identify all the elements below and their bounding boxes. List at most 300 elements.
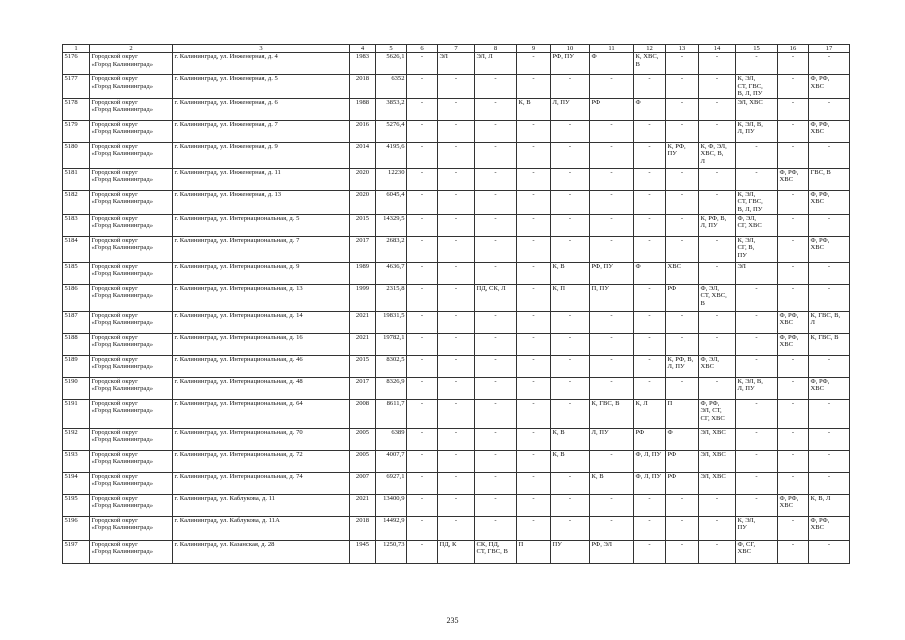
table-cell: К, В (551, 428, 590, 450)
table-cell: - (809, 472, 850, 494)
table-cell: 1945 (350, 540, 376, 563)
table-cell: - (475, 190, 517, 214)
table-cell: - (551, 333, 590, 355)
table-cell: Городской округ «Город Калининград» (90, 333, 173, 355)
table-cell: - (407, 190, 438, 214)
table-cell: - (438, 428, 475, 450)
table-cell: г. Калининград, ул. Инженерная, д. 5 (173, 75, 350, 99)
table-cell: К, ГВС, В (809, 333, 850, 355)
table-cell: 1989 (350, 262, 376, 284)
table-cell: Ф, РФ, ХВС (778, 494, 809, 516)
table-cell: Ф, РФ, ХВС (809, 190, 850, 214)
table-cell: - (590, 494, 634, 516)
table-cell: - (551, 214, 590, 236)
table-cell: - (699, 516, 736, 540)
table-cell: - (551, 311, 590, 333)
table-cell: - (634, 311, 666, 333)
table-row (63, 236, 850, 262)
table-cell: г. Калининград, ул. Интернациональная, д. 13 (173, 284, 350, 311)
table-cell: К, П (551, 284, 590, 311)
table-cell: - (551, 190, 590, 214)
table-cell: Ф (590, 53, 634, 75)
table-cell: - (699, 377, 736, 399)
table-cell: - (407, 355, 438, 377)
table-cell: - (438, 284, 475, 311)
table-cell: - (590, 120, 634, 142)
table-cell: - (634, 142, 666, 168)
table-cell: 2021 (350, 494, 376, 516)
table-cell: 2014 (350, 142, 376, 168)
table-cell: 2021 (350, 311, 376, 333)
column-number-cell: 12 (634, 45, 666, 53)
table-row (63, 311, 850, 333)
row-number-cell: 5182 (63, 190, 90, 214)
table-cell: - (590, 214, 634, 236)
table-cell: - (699, 333, 736, 355)
table-cell: - (634, 190, 666, 214)
row-number-cell: 5181 (63, 168, 90, 190)
column-number-header (63, 45, 850, 53)
table-cell: Ф, Л, ПУ (634, 450, 666, 472)
table-cell: - (778, 399, 809, 428)
table-row (63, 428, 850, 450)
table-cell: - (736, 494, 778, 516)
table-cell: - (778, 236, 809, 262)
row-number-cell: 5183 (63, 214, 90, 236)
table-cell: Городской округ «Город Калининград» (90, 214, 173, 236)
table-cell: - (407, 311, 438, 333)
table-cell: - (634, 75, 666, 99)
table-cell: - (517, 284, 551, 311)
table-cell: - (407, 53, 438, 75)
row-number-cell: 5187 (63, 311, 90, 333)
table-cell: 8611,7 (376, 399, 407, 428)
table-cell: - (407, 399, 438, 428)
table-row (63, 214, 850, 236)
table-row (63, 190, 850, 214)
table-row (63, 472, 850, 494)
table-cell: К, ГВС, В, Л (809, 311, 850, 333)
table-cell: Городской округ «Город Калининград» (90, 168, 173, 190)
column-number-cell: 11 (590, 45, 634, 53)
table-cell: - (517, 168, 551, 190)
table-row (63, 377, 850, 399)
table-cell: - (475, 494, 517, 516)
table-cell: РФ (634, 428, 666, 450)
table-cell: Ф, ЭЛ, СТ, ХВС, В (699, 284, 736, 311)
table-cell: Городской округ «Город Калининград» (90, 516, 173, 540)
table-cell: - (809, 450, 850, 472)
table-cell: - (590, 516, 634, 540)
table-row (63, 120, 850, 142)
table-cell: - (699, 311, 736, 333)
table-row (63, 516, 850, 540)
column-number-cell: 1 (63, 45, 90, 53)
table-cell: - (634, 377, 666, 399)
table-cell: г. Калининград, ул. Интернациональная, д. 7 (173, 236, 350, 262)
table-cell: - (666, 168, 699, 190)
table-cell: Л, ПУ (551, 98, 590, 120)
table-cell: К, ЭЛ, В, Л, ПУ (736, 377, 778, 399)
table-cell: - (634, 516, 666, 540)
table-cell: Городской округ «Город Калининград» (90, 284, 173, 311)
table-cell: - (699, 494, 736, 516)
table-row (63, 494, 850, 516)
row-number-cell: 5185 (63, 262, 90, 284)
column-number-cell: 10 (551, 45, 590, 53)
row-number-cell: 5196 (63, 516, 90, 540)
table-cell: Городской округ «Город Калининград» (90, 428, 173, 450)
table-row (63, 355, 850, 377)
table-cell: - (517, 190, 551, 214)
table-cell: - (475, 450, 517, 472)
table-cell: - (699, 168, 736, 190)
table-cell: К, ЭЛ, СГ, В, ПУ (736, 236, 778, 262)
table-cell: Ф, РФ, ХВС (778, 168, 809, 190)
table-cell: - (778, 53, 809, 75)
table-cell: - (438, 472, 475, 494)
table-cell: 2017 (350, 377, 376, 399)
row-number-cell: 5188 (63, 333, 90, 355)
table-cell: - (778, 355, 809, 377)
column-number-cell: 8 (475, 45, 517, 53)
row-number-cell: 5193 (63, 450, 90, 472)
table-cell: ЭЛ, ХВС (699, 428, 736, 450)
table-cell: - (551, 355, 590, 377)
table-cell: - (778, 190, 809, 214)
table-cell: г. Калининград, ул. Интернациональная, д. 14 (173, 311, 350, 333)
table-cell: - (438, 142, 475, 168)
column-number-cell: 6 (407, 45, 438, 53)
table-cell: 1999 (350, 284, 376, 311)
table-cell: 1988 (350, 98, 376, 120)
table-cell: г. Калининград, ул. Интернациональная, д. 16 (173, 333, 350, 355)
row-number-cell: 5192 (63, 428, 90, 450)
table-cell: Ф, ЭЛ, СГ, ХВС (736, 214, 778, 236)
table-cell: ЭЛ, ХВС (699, 472, 736, 494)
table-cell: Городской округ «Город Калининград» (90, 311, 173, 333)
table-cell: г. Калининград, ул. Инженерная, д. 9 (173, 142, 350, 168)
table-cell: РФ, ЭЛ (590, 540, 634, 563)
table-cell: Ф (634, 262, 666, 284)
table-cell: г. Калининград, ул. Интернациональная, д. 9 (173, 262, 350, 284)
table-cell: - (809, 355, 850, 377)
table-cell: Ф, РФ, ЭЛ, СТ, СГ, ХВС (699, 399, 736, 428)
table-cell: Л, ПУ (590, 428, 634, 450)
table-cell: ПУ (551, 540, 590, 563)
column-number-cell: 3 (173, 45, 350, 53)
table-cell: 2020 (350, 168, 376, 190)
table-cell: - (438, 98, 475, 120)
table-cell: г. Калининград, ул. Интернациональная, д. 64 (173, 399, 350, 428)
table-cell: ЭЛ, ХВС (736, 98, 778, 120)
table-cell: Ф, РФ, ХВС (778, 311, 809, 333)
table-cell: - (475, 472, 517, 494)
table-cell: 2315,8 (376, 284, 407, 311)
table-row (63, 53, 850, 75)
table-cell: - (666, 236, 699, 262)
table-cell: 5276,4 (376, 120, 407, 142)
table-cell: К, ЭЛ, ПУ (736, 516, 778, 540)
table-cell: ЭЛ (438, 53, 475, 75)
row-number-cell: 5176 (63, 53, 90, 75)
table-cell: - (666, 377, 699, 399)
row-number-cell: 5177 (63, 75, 90, 99)
table-cell: 6389 (376, 428, 407, 450)
table-cell: - (438, 355, 475, 377)
table-cell: 5626,1 (376, 53, 407, 75)
table-cell: К, РФ, ПУ (666, 142, 699, 168)
table-cell: К, В, Л (809, 494, 850, 516)
table-cell: - (551, 494, 590, 516)
table-cell: - (634, 540, 666, 563)
table-cell: - (666, 516, 699, 540)
row-number-cell: 5184 (63, 236, 90, 262)
table-cell: Городской округ «Город Калининград» (90, 190, 173, 214)
table-cell: - (590, 75, 634, 99)
table-cell: г. Калининград, ул. Каблукова, д. 11 (173, 494, 350, 516)
table-cell: - (475, 399, 517, 428)
table-cell: Ф, Л, ПУ (634, 472, 666, 494)
column-number-cell: 2 (90, 45, 173, 53)
table-cell: г. Калининград, ул. Инженерная, д. 6 (173, 98, 350, 120)
table-cell: 2016 (350, 120, 376, 142)
table-cell: - (517, 214, 551, 236)
table-cell: Городской округ «Город Калининград» (90, 472, 173, 494)
table-row (63, 333, 850, 355)
table-cell: - (407, 333, 438, 355)
table-cell: Городской округ «Город Калининград» (90, 399, 173, 428)
table-cell: - (809, 540, 850, 563)
table-cell: - (407, 98, 438, 120)
table-cell: - (517, 120, 551, 142)
table-cell: Ф (666, 428, 699, 450)
table-cell: Городской округ «Город Калининград» (90, 377, 173, 399)
table-cell: Ф, РФ, ХВС (778, 333, 809, 355)
row-number-cell: 5189 (63, 355, 90, 377)
table-cell: - (407, 516, 438, 540)
table-cell: - (517, 333, 551, 355)
table-cell: 1250,73 (376, 540, 407, 563)
table-cell: К, ЭЛ, В, Л, ПУ (736, 120, 778, 142)
row-number-cell: 5179 (63, 120, 90, 142)
table-cell: 2017 (350, 236, 376, 262)
table-cell: - (475, 75, 517, 99)
table-cell: 8302,5 (376, 355, 407, 377)
table-cell: - (699, 120, 736, 142)
table-cell: г. Калининград, ул. Инженерная, д. 13 (173, 190, 350, 214)
table-cell: - (634, 333, 666, 355)
column-number-cell: 5 (376, 45, 407, 53)
table-cell: - (475, 236, 517, 262)
registry-table (62, 44, 850, 564)
table-cell: - (517, 399, 551, 428)
table-cell: - (736, 355, 778, 377)
table-cell: - (666, 333, 699, 355)
column-number-cell: 15 (736, 45, 778, 53)
table-cell: Городской округ «Город Калининград» (90, 355, 173, 377)
table-cell: - (475, 311, 517, 333)
table-cell: - (778, 214, 809, 236)
table-cell: - (551, 377, 590, 399)
table-cell: РФ (666, 450, 699, 472)
table-cell: 6927,1 (376, 472, 407, 494)
table-cell: Городской округ «Город Калининград» (90, 236, 173, 262)
table-cell: - (590, 168, 634, 190)
table-cell: - (699, 53, 736, 75)
table-cell: 2020 (350, 190, 376, 214)
table-cell: - (438, 120, 475, 142)
table-cell: - (438, 190, 475, 214)
table-cell: 2018 (350, 516, 376, 540)
table-cell: ПД, К (438, 540, 475, 563)
table-cell: - (736, 53, 778, 75)
table-cell: - (590, 236, 634, 262)
table-cell: К, В (551, 262, 590, 284)
table-cell: - (590, 355, 634, 377)
table-cell: - (517, 75, 551, 99)
table-row (63, 540, 850, 563)
table-cell: 6045,4 (376, 190, 407, 214)
table-cell: - (407, 540, 438, 563)
table-cell: - (634, 355, 666, 377)
table-cell: СК, ПД, СТ, ГВС, В (475, 540, 517, 563)
table-cell: Городской округ «Город Калининград» (90, 75, 173, 99)
table-cell: - (634, 120, 666, 142)
table-cell: г. Калининград, ул. Интернациональная, д. 72 (173, 450, 350, 472)
table-cell: К, ЭЛ, СТ, ГВС, В, Л, ПУ (736, 75, 778, 99)
table-cell: - (407, 214, 438, 236)
table-cell: - (634, 214, 666, 236)
table-cell: Ф (634, 98, 666, 120)
table-cell: - (407, 284, 438, 311)
table-cell: - (517, 428, 551, 450)
table-cell: П (517, 540, 551, 563)
table-cell: РФ (666, 284, 699, 311)
table-cell: - (699, 236, 736, 262)
table-cell: - (666, 53, 699, 75)
table-cell: - (475, 120, 517, 142)
column-number-cell: 7 (438, 45, 475, 53)
table-cell: - (809, 262, 850, 284)
table-cell: - (778, 516, 809, 540)
page-number: 235 (446, 616, 459, 625)
table-cell: РФ (666, 472, 699, 494)
table-cell: - (778, 428, 809, 450)
table-cell: - (551, 142, 590, 168)
row-number-cell: 5191 (63, 399, 90, 428)
table-cell: ЭЛ (736, 262, 778, 284)
table-cell: - (475, 168, 517, 190)
table-cell: - (778, 540, 809, 563)
table-cell: - (475, 98, 517, 120)
table-cell: - (407, 236, 438, 262)
row-number-cell: 5180 (63, 142, 90, 168)
row-number-cell: 5195 (63, 494, 90, 516)
table-cell: Ф, РФ, ХВС (809, 377, 850, 399)
table-cell: - (475, 377, 517, 399)
table-cell: - (809, 214, 850, 236)
table-cell: Ф, СГ, ХВС (736, 540, 778, 563)
table-cell: - (517, 516, 551, 540)
table-cell: 2015 (350, 214, 376, 236)
table-cell: - (438, 75, 475, 99)
table-cell: 2021 (350, 333, 376, 355)
table-cell: 14492,9 (376, 516, 407, 540)
table-cell: - (699, 98, 736, 120)
row-number-cell: 5190 (63, 377, 90, 399)
table-cell: - (475, 428, 517, 450)
table-row (63, 399, 850, 428)
table-cell: г. Калининград, ул. Инженерная, д. 11 (173, 168, 350, 190)
table-cell: - (634, 494, 666, 516)
table-cell: г. Калининград, ул. Инженерная, д. 7 (173, 120, 350, 142)
table-cell: - (517, 355, 551, 377)
table-cell: - (666, 311, 699, 333)
table-cell: РФ, ПУ (590, 262, 634, 284)
table-cell: 2005 (350, 428, 376, 450)
table-cell: - (475, 262, 517, 284)
table-cell: - (517, 262, 551, 284)
table-cell: - (551, 168, 590, 190)
table-cell: - (438, 311, 475, 333)
table-cell: К, Ф, ЭЛ, ХВС, В, Л (699, 142, 736, 168)
table-cell: РФ, ПУ (551, 53, 590, 75)
table-cell: - (517, 377, 551, 399)
table-cell: - (438, 399, 475, 428)
table-cell: - (407, 494, 438, 516)
table-cell: ЭЛ, Л (475, 53, 517, 75)
table-cell: - (809, 98, 850, 120)
table-cell: - (551, 120, 590, 142)
table-row (63, 450, 850, 472)
table-cell: - (699, 190, 736, 214)
table-cell: - (517, 142, 551, 168)
table-cell: 14329,5 (376, 214, 407, 236)
table-cell: 2007 (350, 472, 376, 494)
column-number-cell: 9 (517, 45, 551, 53)
table-cell: - (475, 333, 517, 355)
table-cell: - (407, 377, 438, 399)
table-cell: 4195,6 (376, 142, 407, 168)
table-row (63, 98, 850, 120)
table-cell: 12230 (376, 168, 407, 190)
table-cell: - (590, 377, 634, 399)
column-number-cell: 16 (778, 45, 809, 53)
row-number-cell: 5178 (63, 98, 90, 120)
table-cell: - (475, 142, 517, 168)
table-cell: - (809, 399, 850, 428)
table-cell: - (809, 142, 850, 168)
table-cell: ПД, СК, Л (475, 284, 517, 311)
table-cell: - (666, 540, 699, 563)
table-cell: - (517, 236, 551, 262)
table-cell: - (590, 333, 634, 355)
table-cell: - (778, 120, 809, 142)
table-cell: - (590, 450, 634, 472)
table-cell: - (407, 450, 438, 472)
column-number-cell: 14 (699, 45, 736, 53)
table-cell: - (699, 75, 736, 99)
table-cell: - (438, 168, 475, 190)
table-cell: - (736, 428, 778, 450)
table-cell: РФ (590, 98, 634, 120)
table-cell: К, ГВС, В (590, 399, 634, 428)
table-cell: К, РФ, В, Л, ПУ (666, 355, 699, 377)
table-row (63, 262, 850, 284)
table-cell: К, ЭЛ, СТ, ГВС, В, Л, ПУ (736, 190, 778, 214)
table-cell: - (778, 472, 809, 494)
